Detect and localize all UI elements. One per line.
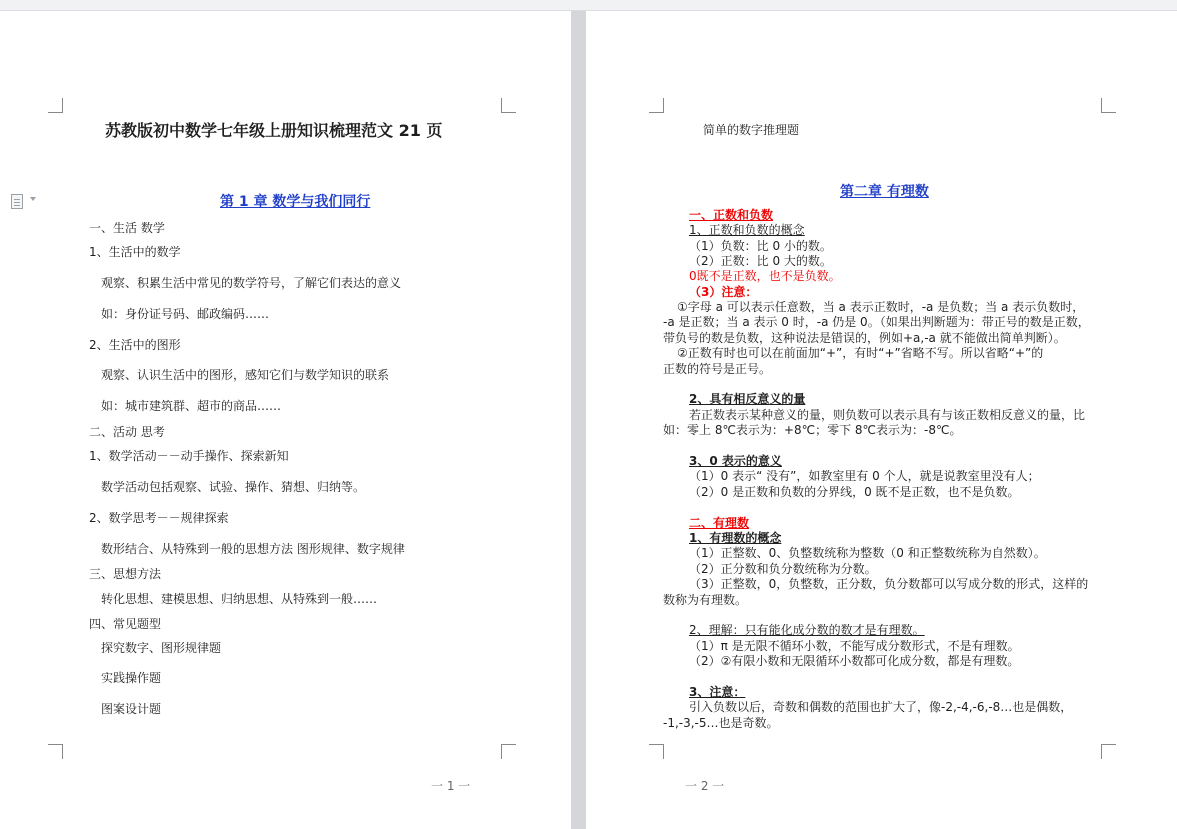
body-text: （1）π 是无限不循环小数，不能写成分数形式，不是有理数。 xyxy=(689,639,1020,653)
document-title: 苏教版初中数学七年级上册知识梳理范文 21 页 xyxy=(105,121,443,140)
page-number: 一 2 一 xyxy=(685,779,725,793)
top-toolbar-strip xyxy=(0,0,1177,11)
body-text: 图案设计题 xyxy=(101,702,162,716)
body-text: （2）②有限小数和无限循环小数都可化成分数，都是有理数。 xyxy=(689,654,1020,668)
body-text: （2）正数：比 0 大的数。 xyxy=(689,254,832,268)
subsection-heading: 3、注意： xyxy=(689,685,746,699)
body-text: 数称为有理数。 xyxy=(663,593,748,607)
subsection-heading: 1、数学活动－－动手操作、探索新知 xyxy=(89,449,289,463)
body-text: -a 是正数；当 a 表示 0 时，-a 仍是 0。（如果出判断题为：带正号的数是正数， xyxy=(663,315,1090,329)
body-text: （2）正分数和负分数统称为分数。 xyxy=(689,562,877,576)
note-heading: （3）注意： xyxy=(689,285,758,299)
section-heading: 三、思想方法 xyxy=(89,567,162,581)
section-heading: 二、有理数 xyxy=(689,516,750,530)
body-text: ①字母 a 可以表示任意数，当 a 表示正数时，-a 是负数；当 a 表示负数时， xyxy=(677,300,1085,314)
section-heading: 一、正数和负数 xyxy=(689,208,774,222)
subsection-heading: 2、数学思考－－规律探索 xyxy=(89,511,229,525)
section-heading: 一、生活 数学 xyxy=(89,221,165,235)
body-text: 引入负数以后，奇数和偶数的范围也扩大了，像-2,-4,-6,-8…也是偶数， xyxy=(689,700,1073,714)
section-heading: 四、常见题型 xyxy=(89,617,162,631)
chapter-heading: 第 1 章 数学与我们同行 xyxy=(220,194,371,210)
body-text: 探究数字、图形规律题 xyxy=(101,641,222,655)
body-text: 如：城市建筑群、超市的商品…… xyxy=(101,399,282,413)
margin-corner-mark xyxy=(649,98,664,113)
body-text: 转化思想、建模思想、归纳思想、从特殊到一般…… xyxy=(101,592,378,606)
margin-corner-mark xyxy=(1101,744,1116,759)
body-text: 正数的符号是正号。 xyxy=(663,362,772,376)
caret-down-icon[interactable] xyxy=(30,197,36,201)
body-text: 如：零上 8℃表示为：+8℃；零下 8℃表示为：-8℃。 xyxy=(663,423,962,437)
margin-corner-mark xyxy=(48,744,63,759)
body-text: （1）正整数、0、负整数统称为整数（0 和正整数统称为自然数）。 xyxy=(689,546,1046,560)
section-heading: 二、活动 思考 xyxy=(89,425,165,439)
body-text: 观察、积累生活中常见的数学符号，了解它们表达的意义 xyxy=(101,276,402,290)
margin-corner-mark xyxy=(501,98,516,113)
body-text-highlight: 0既不是正数，也不是负数。 xyxy=(689,269,841,283)
body-text: ②正数有时也可以在前面加“+”，有时“+”省略不写。所以省略“+”的 xyxy=(677,346,1044,360)
page-gap xyxy=(571,11,586,829)
body-text: （2）0 是正数和负数的分界线，0 既不是正数，也不是负数。 xyxy=(689,485,1020,499)
body-text: 带负号的数是负数，这种说法是错误的，例如+a,-a 就不能做出简单判断）。 xyxy=(663,331,1066,345)
subsection-heading: 1、生活中的数学 xyxy=(89,245,181,259)
margin-corner-mark xyxy=(48,98,63,113)
body-text: -1,-3,-5…也是奇数。 xyxy=(663,716,779,730)
body-text: （3）正整数，0，负整数，正分数，负分数都可以写成分数的形式，这样的 xyxy=(689,577,1089,591)
subsection-heading: 2、具有相反意义的量 xyxy=(689,392,806,406)
body-text: 观察、认识生活中的图形，感知它们与数学知识的联系 xyxy=(101,368,390,382)
body-text: 实践操作题 xyxy=(101,671,162,685)
body-text: 如：身份证号码、邮政编码…… xyxy=(101,307,270,321)
subsection-heading: 2、生活中的图形 xyxy=(89,338,181,352)
margin-corner-mark xyxy=(1101,98,1116,113)
subsection-heading: 3、0 表示的意义 xyxy=(689,454,782,468)
document-icon[interactable] xyxy=(11,194,23,209)
subsection-heading: 1、正数和负数的概念 xyxy=(689,223,805,237)
body-text: 若正数表示某种意义的量，则负数可以表示具有与该正数相反意义的量，比 xyxy=(689,408,1086,422)
body-text: （1）0 表示“ 没有”，如教室里有 0 个人，就是说教室里没有人； xyxy=(689,469,1040,483)
document-page-2 xyxy=(586,11,1177,829)
body-text: 数形结合、从特殊到一般的思想方法 图形规律、数字规律 xyxy=(101,542,405,556)
body-text: 数学活动包括观察、试验、操作、猜想、归纳等。 xyxy=(101,480,366,494)
subsection-heading: 2、理解：只有能化成分数的数才是有理数。 xyxy=(689,623,925,637)
margin-corner-mark xyxy=(649,744,664,759)
margin-corner-mark xyxy=(501,744,516,759)
document-page-1 xyxy=(0,11,571,829)
chapter-heading: 第二章 有理数 xyxy=(840,184,929,200)
page-number: 一 1 一 xyxy=(431,779,471,793)
body-text: 简单的数字推理题 xyxy=(703,123,800,137)
body-text: （1）负数：比 0 小的数。 xyxy=(689,239,832,253)
subsection-heading: 1、有理数的概念 xyxy=(689,531,782,545)
